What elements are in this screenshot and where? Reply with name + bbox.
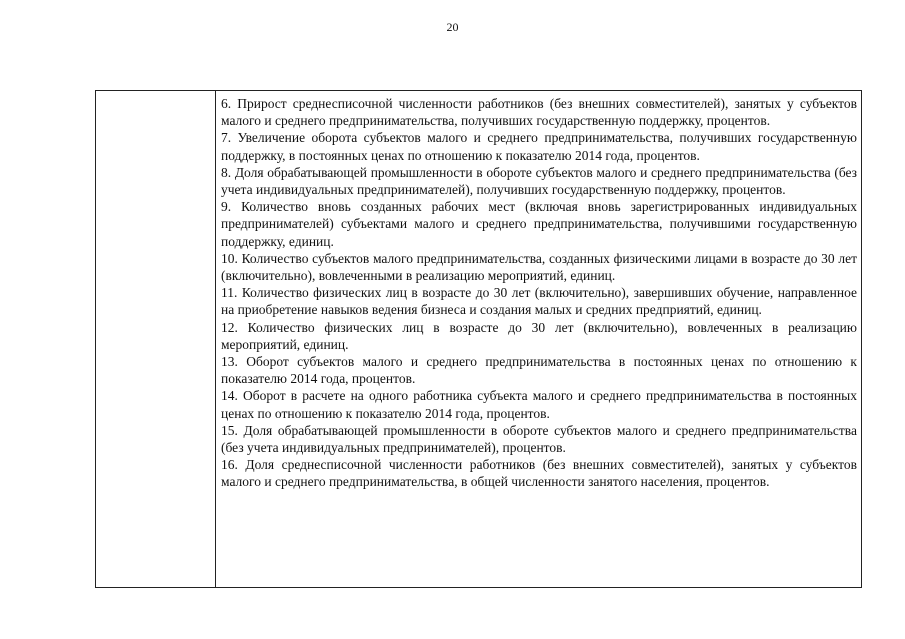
indicator-item: 14. Оборот в расчете на одного работника субъекта малого и среднего предпринимательства в постоянных ценах по отношению к показателю 2014 года, процентов.: [221, 388, 857, 421]
indicator-item: 11. Количество физических лиц в возрасте до 30 лет (включительно), завершивших обучение, направленное на приобретение навыков ведения бизнеса и создания малых и средних предприятий, единиц.: [221, 285, 857, 318]
indicator-item: 7. Увеличение оборота субъектов малого и среднего предпринимательства, получивших государственную поддержку, в постоянных ценах по отношению к показателю 2014 года, процентов.: [221, 130, 857, 163]
page-number: 20: [446, 20, 459, 34]
indicator-item: 15. Доля обрабатывающей промышленности в обороте субъектов малого и среднего предпринимательства (без учета индивидуальных предпринимателей), процентов.: [221, 422, 857, 456]
indicator-item: 8. Доля обрабатывающей промышленности в обороте субъектов малого и среднего предпринимательства (без учета индивидуальных предпринимателей), получивших государственную поддержку, процентов.: [221, 164, 857, 198]
indicator-item: 12. Количество физических лиц в возрасте до 30 лет (включительно), вовлеченных в реализацию мероприятий, единиц.: [221, 319, 857, 352]
table-label-cell: [96, 91, 216, 587]
indicator-item: 10. Количество субъектов малого предпринимательства, созданных физическими лицами в возрасте до 30 лет (включительно), вовлеченными в реализацию мероприятий, единиц.: [221, 250, 857, 284]
indicator-item: 16. Доля среднесписочной численности работников (без внешних совместителей), занятых у субъектов малого и среднего предпринимательства, в общей численности занятого населения, процентов.: [221, 457, 857, 490]
indicator-item: 9. Количество вновь созданных рабочих мест (включая вновь зарегистрированных индивидуальных предпринимателей) субъектами малого и среднего предпринимательства, получившими государственную поддержку, единиц.: [221, 199, 857, 249]
table-content-cell: [216, 91, 861, 587]
indicators-table: [95, 90, 862, 588]
indicator-item: 6. Прирост среднесписочной численности работников (без внешних совместителей), занятых у субъектов малого и среднего предпринимательства, получивших государственную поддержку, процентов.: [221, 96, 857, 129]
indicator-item: 13. Оборот субъектов малого и среднего предпринимательства в постоянных ценах по отношению к показателю 2014 года, процентов.: [221, 354, 857, 387]
